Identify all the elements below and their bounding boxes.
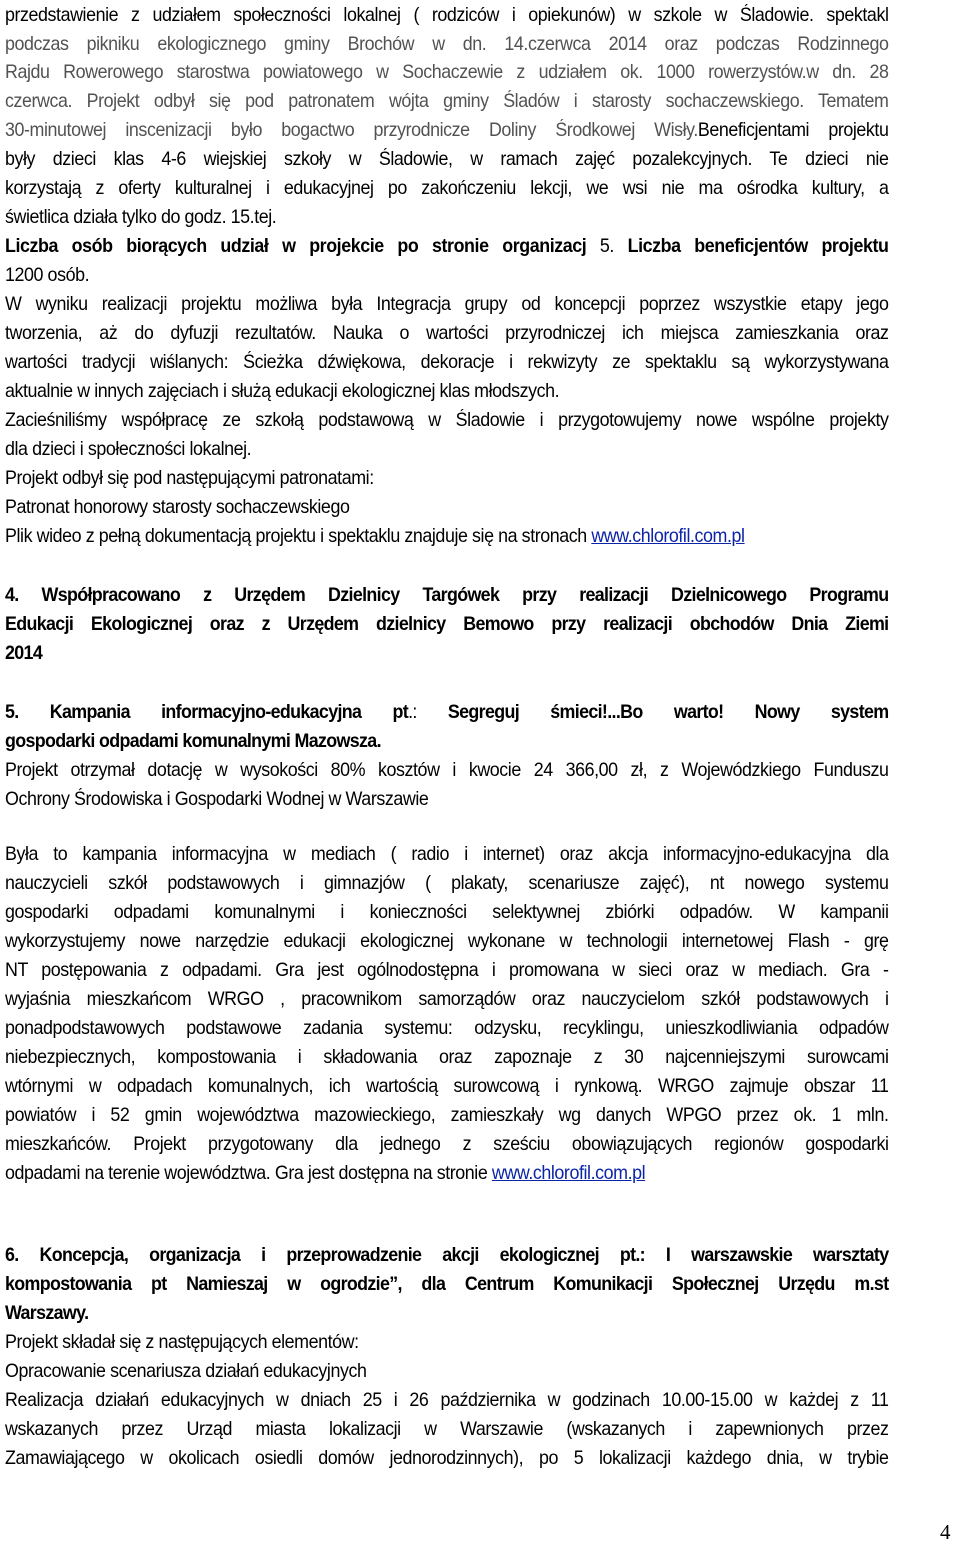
intro-line: dla dzieci i społeczności lokalnej. — [5, 439, 252, 460]
section-5-heading — [5, 700, 889, 726]
section-6-line: Zamawiającego w okolicach osiedli domów jednorodzinnych), po 5 lokalizacji każdego dnia, w trybie — [5, 1448, 889, 1469]
section-5-line: Była to kampania informacyjna w mediach ( radio i internet) oraz akcja informacyjno-edukacyjna dla — [5, 844, 889, 865]
intro-text: 30-minutowej inscenizacji było bogactwo przyrodnicze Doliny Środkowej Wisły. — [5, 120, 698, 141]
section-5-title: 5. Kampania informacyjno-edukacyjna pt — [5, 702, 409, 723]
section-6-heading: 6. Koncepcja, organizacja i przeprowadzenie akcji ekologicznej pt.: I warszawskie warsztaty — [5, 1245, 889, 1266]
intro-line: aktualnie w innych zajęciach i służą edukacji ekologicznej klas młodszych. — [5, 381, 560, 402]
section-6-heading: Warszawy. — [5, 1303, 89, 1324]
section-5-line: Ochrony Środowiska i Gospodarki Wodnej w Warszawie — [5, 789, 429, 810]
section-6-heading: kompostowania pt Namieszaj w ogrodzie”, dla Centrum Komunikacji Społecznej Urzędu m.st — [5, 1274, 889, 1295]
intro-line: Projekt odbył się pod następującymi patronatami: — [5, 468, 374, 489]
section-5-colon: .: — [408, 702, 448, 723]
section-4-heading: 4. Współpracowano z Urzędem Dzielnicy Targówek przy realizacji Dzielnicowego Programu — [5, 585, 889, 606]
intro-text: Beneficjentami projektu — [697, 120, 889, 141]
intro-line: podczas pikniku ekologicznego gminy Brochów w dn. 14.czerwca 2014 oraz podczas Rodzinnego — [5, 34, 889, 55]
intro-line: W wyniku realizacji projektu możliwa była Integracja grupy od koncepcji poprzez wszystkie etapy jego — [5, 294, 889, 315]
section-5-line: nauczycieli szkół podstawowych i gimnazjów ( plakaty, scenariusze zajęć), nt nowego systemu — [5, 873, 889, 894]
intro-line: przedstawienie z udziałem społeczności lokalnej ( rodziców i opiekunów) w szkole w Śladowie. spektakl — [5, 5, 889, 26]
intro-line: Zacieśniliśmy współpracę ze szkołą podstawową w Śladowie i przygotowujemy nowe wspólne projekty — [5, 410, 889, 431]
game-text: odpadami na terenie województwa. Gra jest dostępna na stronie — [5, 1163, 492, 1184]
intro-line: wartości tradycji wiślanych: Ścieżka dźwiękowa, dekoracje i rekwizyty ze spektaklu są wykorzystywana — [5, 352, 889, 373]
participants-count: 5. — [586, 236, 628, 257]
section-6-line: Realizacja działań edukacyjnych w dniach 25 i 26 października w godzinach 10.00-15.00 w każdej z 11 — [5, 1390, 889, 1411]
section-4-heading: 2014 — [5, 643, 43, 664]
section-5-line: mieszkańców. Projekt przygotowany dla jednego z sześciu obowiązujących regionów gospodarki — [5, 1134, 889, 1155]
section-6-line: Opracowanie scenariusza działań edukacyjnych — [5, 1361, 367, 1382]
beneficiaries-label: Liczba beneficjentów projektu — [627, 236, 889, 257]
beneficiaries-count: 1200 osób. — [5, 265, 90, 286]
chlorofil-link[interactable]: www.chlorofil.com.pl — [591, 526, 745, 547]
section-4-heading: Edukacji Ekologicznej oraz z Urzędem dzielnicy Bemowo przy realizacji obchodów Dnia Ziemi — [5, 614, 889, 635]
video-line — [5, 524, 889, 550]
section-5-line: Projekt otrzymał dotację w wysokości 80% kosztów i kwocie 24 366,00 zł, z Wojewódzkiego Funduszu — [5, 760, 889, 781]
section-5-line: wtórnymi w odpadach komunalnych, ich wartością surowcową i rynkową. WRGO zajmuje obszar 11 — [5, 1076, 889, 1097]
section-5-line: NT postępowania z odpadami. Gra jest ogólnodostępna i promowana w sieci oraz w mediach. Gra - — [5, 960, 889, 981]
section-5-line: ponadpodstawowych podstawowe zadania systemu: odzysku, recyklingu, unieszkodliwiania odpadów — [5, 1018, 889, 1039]
section-5-line: niebezpiecznych, kompostowania i składowania oraz zapoznaje z 30 najcenniejszymi surowcami — [5, 1047, 889, 1068]
participants-line — [5, 234, 889, 260]
section-5-line: wyjaśnia mieszkańcom WRGO , pracownikom samorządów oraz nauczycielom szkół podstawowych i — [5, 989, 889, 1010]
page-number: 4 — [940, 1520, 951, 1544]
section-6-line: wskazanych przez Urząd miasta lokalizacji w Warszawie (wskazanych i zapewnionych przez — [5, 1419, 889, 1440]
intro-line: Patronat honorowy starosty sochaczewskiego — [5, 497, 350, 518]
intro-line: korzystają z oferty kulturalnej i edukacyjnej po zakończeniu lekcji, we wsi nie ma ośrodka kultury, a — [5, 178, 889, 199]
section-5-line: powiatów i 52 gmin województwa mazowieckiego, zamieszkały wg danych WPGO przez ok. 1 mln. — [5, 1105, 889, 1126]
section-5-subtitle: Segreguj śmieci!...Bo warto! Nowy system — [447, 702, 889, 723]
intro-line: tworzenia, aż do dyfuzji rezultatów. Nauka o wartości przyrodniczej ich miejsca zamieszkania oraz — [5, 323, 889, 344]
intro-line — [5, 118, 889, 144]
participants-label: Liczba osób biorących udział w projekcie po stronie organizacj — [5, 236, 587, 257]
section-5-heading: gospodarki odpadami komunalnymi Mazowsza. — [5, 731, 381, 752]
section-5-line — [5, 1161, 889, 1187]
section-6-line: Projekt składał się z następujących elementów: — [5, 1332, 359, 1353]
chlorofil-link[interactable]: www.chlorofil.com.pl — [491, 1163, 646, 1184]
section-5-line: wykorzystujemy nowe narzędzie edukacji ekologicznej wykonane w technologii internetowej Flash - grę — [5, 931, 889, 952]
section-5-line: gospodarki odpadami komunalnymi i konieczności selektywnej zbiórki odpadów. W kampanii — [5, 902, 889, 923]
video-text: Plik wideo z pełną dokumentacją projektu i spektaklu znajduje się na stronach — [5, 526, 592, 547]
intro-line: były dzieci klas 4-6 wiejskiej szkoły w Śladowie, w ramach zajęć pozalekcyjnych. Te dzieci nie — [5, 149, 889, 170]
intro-line: Rajdu Rowerowego starostwa powiatowego w Sochaczewie z udziałem ok. 1000 rowerzystów.w dn. 28 — [5, 62, 889, 83]
intro-line: świetlica działa tylko do godz. 15.tej. — [5, 207, 277, 228]
intro-line: czerwca. Projekt odbył się pod patronatem wójta gminy Śladów i starosty sochaczewskiego. Tematem — [5, 91, 889, 112]
